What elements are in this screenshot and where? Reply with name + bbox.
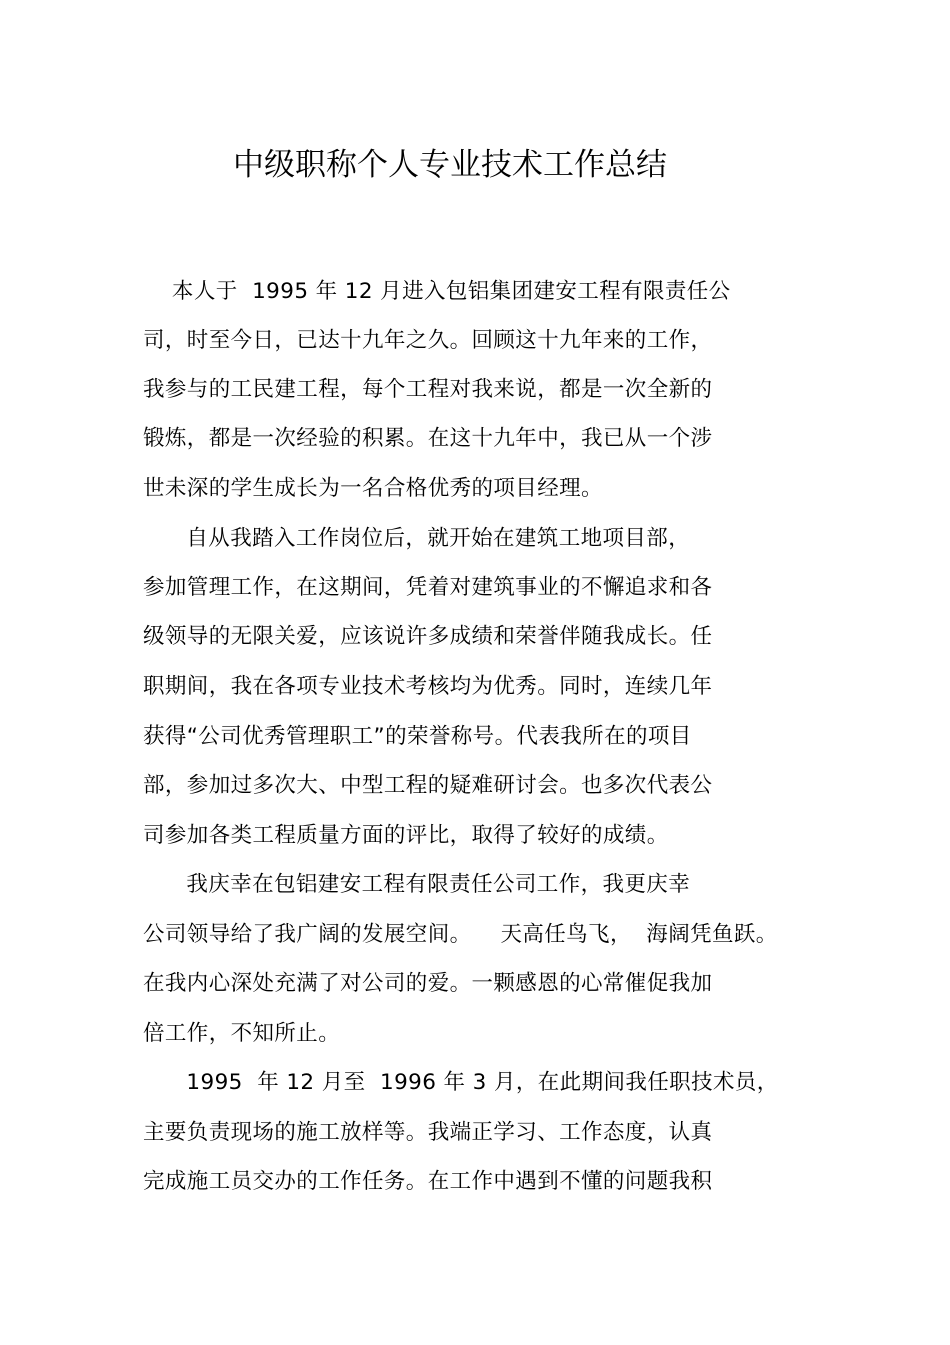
body-line: 司参加各类工程质量方面的评比，取得了较好的成绩。	[143, 823, 669, 848]
body-line: 锻炼，都是一次经验的积累。在这十九年中，我已从一个涉	[143, 426, 713, 451]
body-line: 主要负责现场的施工放样等。我端正学习、工作态度，认真	[143, 1120, 713, 1145]
body-line: 完成施工员交办的工作任务。在工作中遇到不懂的问题我积	[143, 1169, 713, 1194]
body-line: 倍工作，不知所止。	[143, 1021, 341, 1046]
body-line: 自从我踏入工作岗位后，就开始在建筑工地项目部，	[143, 526, 691, 551]
body-line: 公司领导给了我广阔的发展空间。 天高任鸟飞， 海阔凭鱼跃。	[143, 922, 778, 947]
body-line: 本人于 1995 年 12 月进入包铝集团建安工程有限责任公	[143, 279, 731, 304]
body-line: 我参与的工民建工程，每个工程对我来说，都是一次全新的	[143, 377, 713, 402]
body-line: 获得“公司优秀管理职工”的荣誉称号。代表我所在的项目	[143, 724, 692, 749]
body-line: 我庆幸在包铝建安工程有限责任公司工作，我更庆幸	[143, 872, 691, 897]
body-line: 级领导的无限关爱，应该说许多成绩和荣誉伴随我成长。任	[143, 624, 713, 649]
body-line: 世未深的学生成长为一名合格优秀的项目经理。	[143, 476, 603, 501]
document-title: 中级职称个人专业技术工作总结	[233, 146, 667, 183]
body-line: 司，时至今日，已达十九年之久。回顾这十九年来的工作，	[143, 328, 713, 353]
body-line: 职期间，我在各项专业技术考核均为优秀。同时，连续几年	[143, 674, 713, 699]
body-line: 在我内心深处充满了对公司的爱。一颗感恩的心常催促我加	[143, 971, 713, 996]
body-line: 参加管理工作，在这期间，凭着对建筑事业的不懈追求和各	[143, 575, 713, 600]
body-line: 部，参加过多次大、中型工程的疑难研讨会。也多次代表公	[143, 773, 713, 798]
body-line: 1995 年 12 月至 1996 年 3 月，在此期间我任职技术员，	[143, 1070, 779, 1095]
